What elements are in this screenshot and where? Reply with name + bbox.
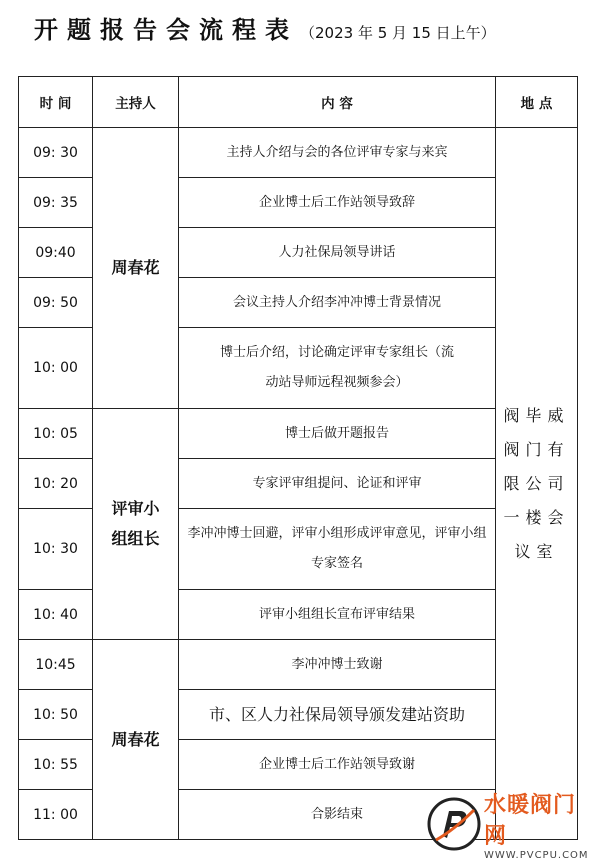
header-location: 地 点 xyxy=(496,77,578,128)
header-host: 主持人 xyxy=(93,77,179,128)
watermark-logo-icon xyxy=(426,796,482,852)
watermark-site-name: 水暖阀门网 xyxy=(484,792,577,849)
content-text: 李冲冲博士回避，评审小组形成评审意见，评审小组专家签名 xyxy=(187,526,487,571)
time-cell: 10: 40 xyxy=(19,590,93,640)
host-cell xyxy=(93,409,179,640)
table-row xyxy=(19,640,578,690)
watermark-text xyxy=(484,788,596,861)
content-cell: 评审小组组长宣布评审结果 xyxy=(179,590,496,640)
content-cell: 会议主持人介绍李冲冲博士背景情况 xyxy=(179,278,496,328)
time-cell: 10:45 xyxy=(19,640,93,690)
table-row xyxy=(19,409,578,459)
content-text: 博士后介绍，讨论确定评审专家组长（流动站导师远程视频参会） xyxy=(219,345,454,390)
time-cell: 10: 20 xyxy=(19,459,93,509)
schedule-table xyxy=(18,76,578,840)
content-cell xyxy=(179,328,496,409)
time-cell: 09: 35 xyxy=(19,178,93,228)
time-cell: 10: 30 xyxy=(19,509,93,590)
location-text: 阀毕威阀门有限公司一楼会议室 xyxy=(503,405,570,561)
header-content: 内 容 xyxy=(179,77,496,128)
content-cell: 人力社保局领导讲话 xyxy=(179,228,496,278)
host-text: 评审小组组长 xyxy=(111,499,160,548)
time-cell: 11: 00 xyxy=(19,790,93,840)
host-cell: 周春花 xyxy=(93,640,179,840)
time-cell: 10: 55 xyxy=(19,740,93,790)
content-cell: 企业博士后工作站领导致辞 xyxy=(179,178,496,228)
time-cell: 10: 00 xyxy=(19,328,93,409)
header-time: 时 间 xyxy=(19,77,93,128)
location-cell xyxy=(496,128,578,840)
watermark-url: WWW.PVCPU.COM xyxy=(484,849,589,861)
time-cell: 09:40 xyxy=(19,228,93,278)
table-header-row xyxy=(19,77,578,128)
time-cell: 10: 50 xyxy=(19,690,93,740)
content-cell: 合影结束 xyxy=(179,790,496,840)
content-cell: 李冲冲博士致谢 xyxy=(179,640,496,690)
time-cell: 09: 50 xyxy=(19,278,93,328)
content-cell: 市、区人力社保局领导颁发建站资助 xyxy=(179,690,496,740)
document-title-block xyxy=(34,10,496,50)
host-cell: 周春花 xyxy=(93,128,179,409)
content-cell: 专家评审组提问、论证和评审 xyxy=(179,459,496,509)
page-subtitle-date: （2023 年 5 月 15 日上午） xyxy=(300,24,496,42)
page-title: 开题报告会流程表 xyxy=(34,16,298,44)
site-watermark xyxy=(426,792,596,861)
content-cell: 企业博士后工作站领导致谢 xyxy=(179,740,496,790)
time-cell: 10: 05 xyxy=(19,409,93,459)
time-cell: 09: 30 xyxy=(19,128,93,178)
table-row xyxy=(19,128,578,178)
content-cell: 博士后做开题报告 xyxy=(179,409,496,459)
content-cell xyxy=(179,509,496,590)
content-cell: 主持人介绍与会的各位评审专家与来宾 xyxy=(179,128,496,178)
